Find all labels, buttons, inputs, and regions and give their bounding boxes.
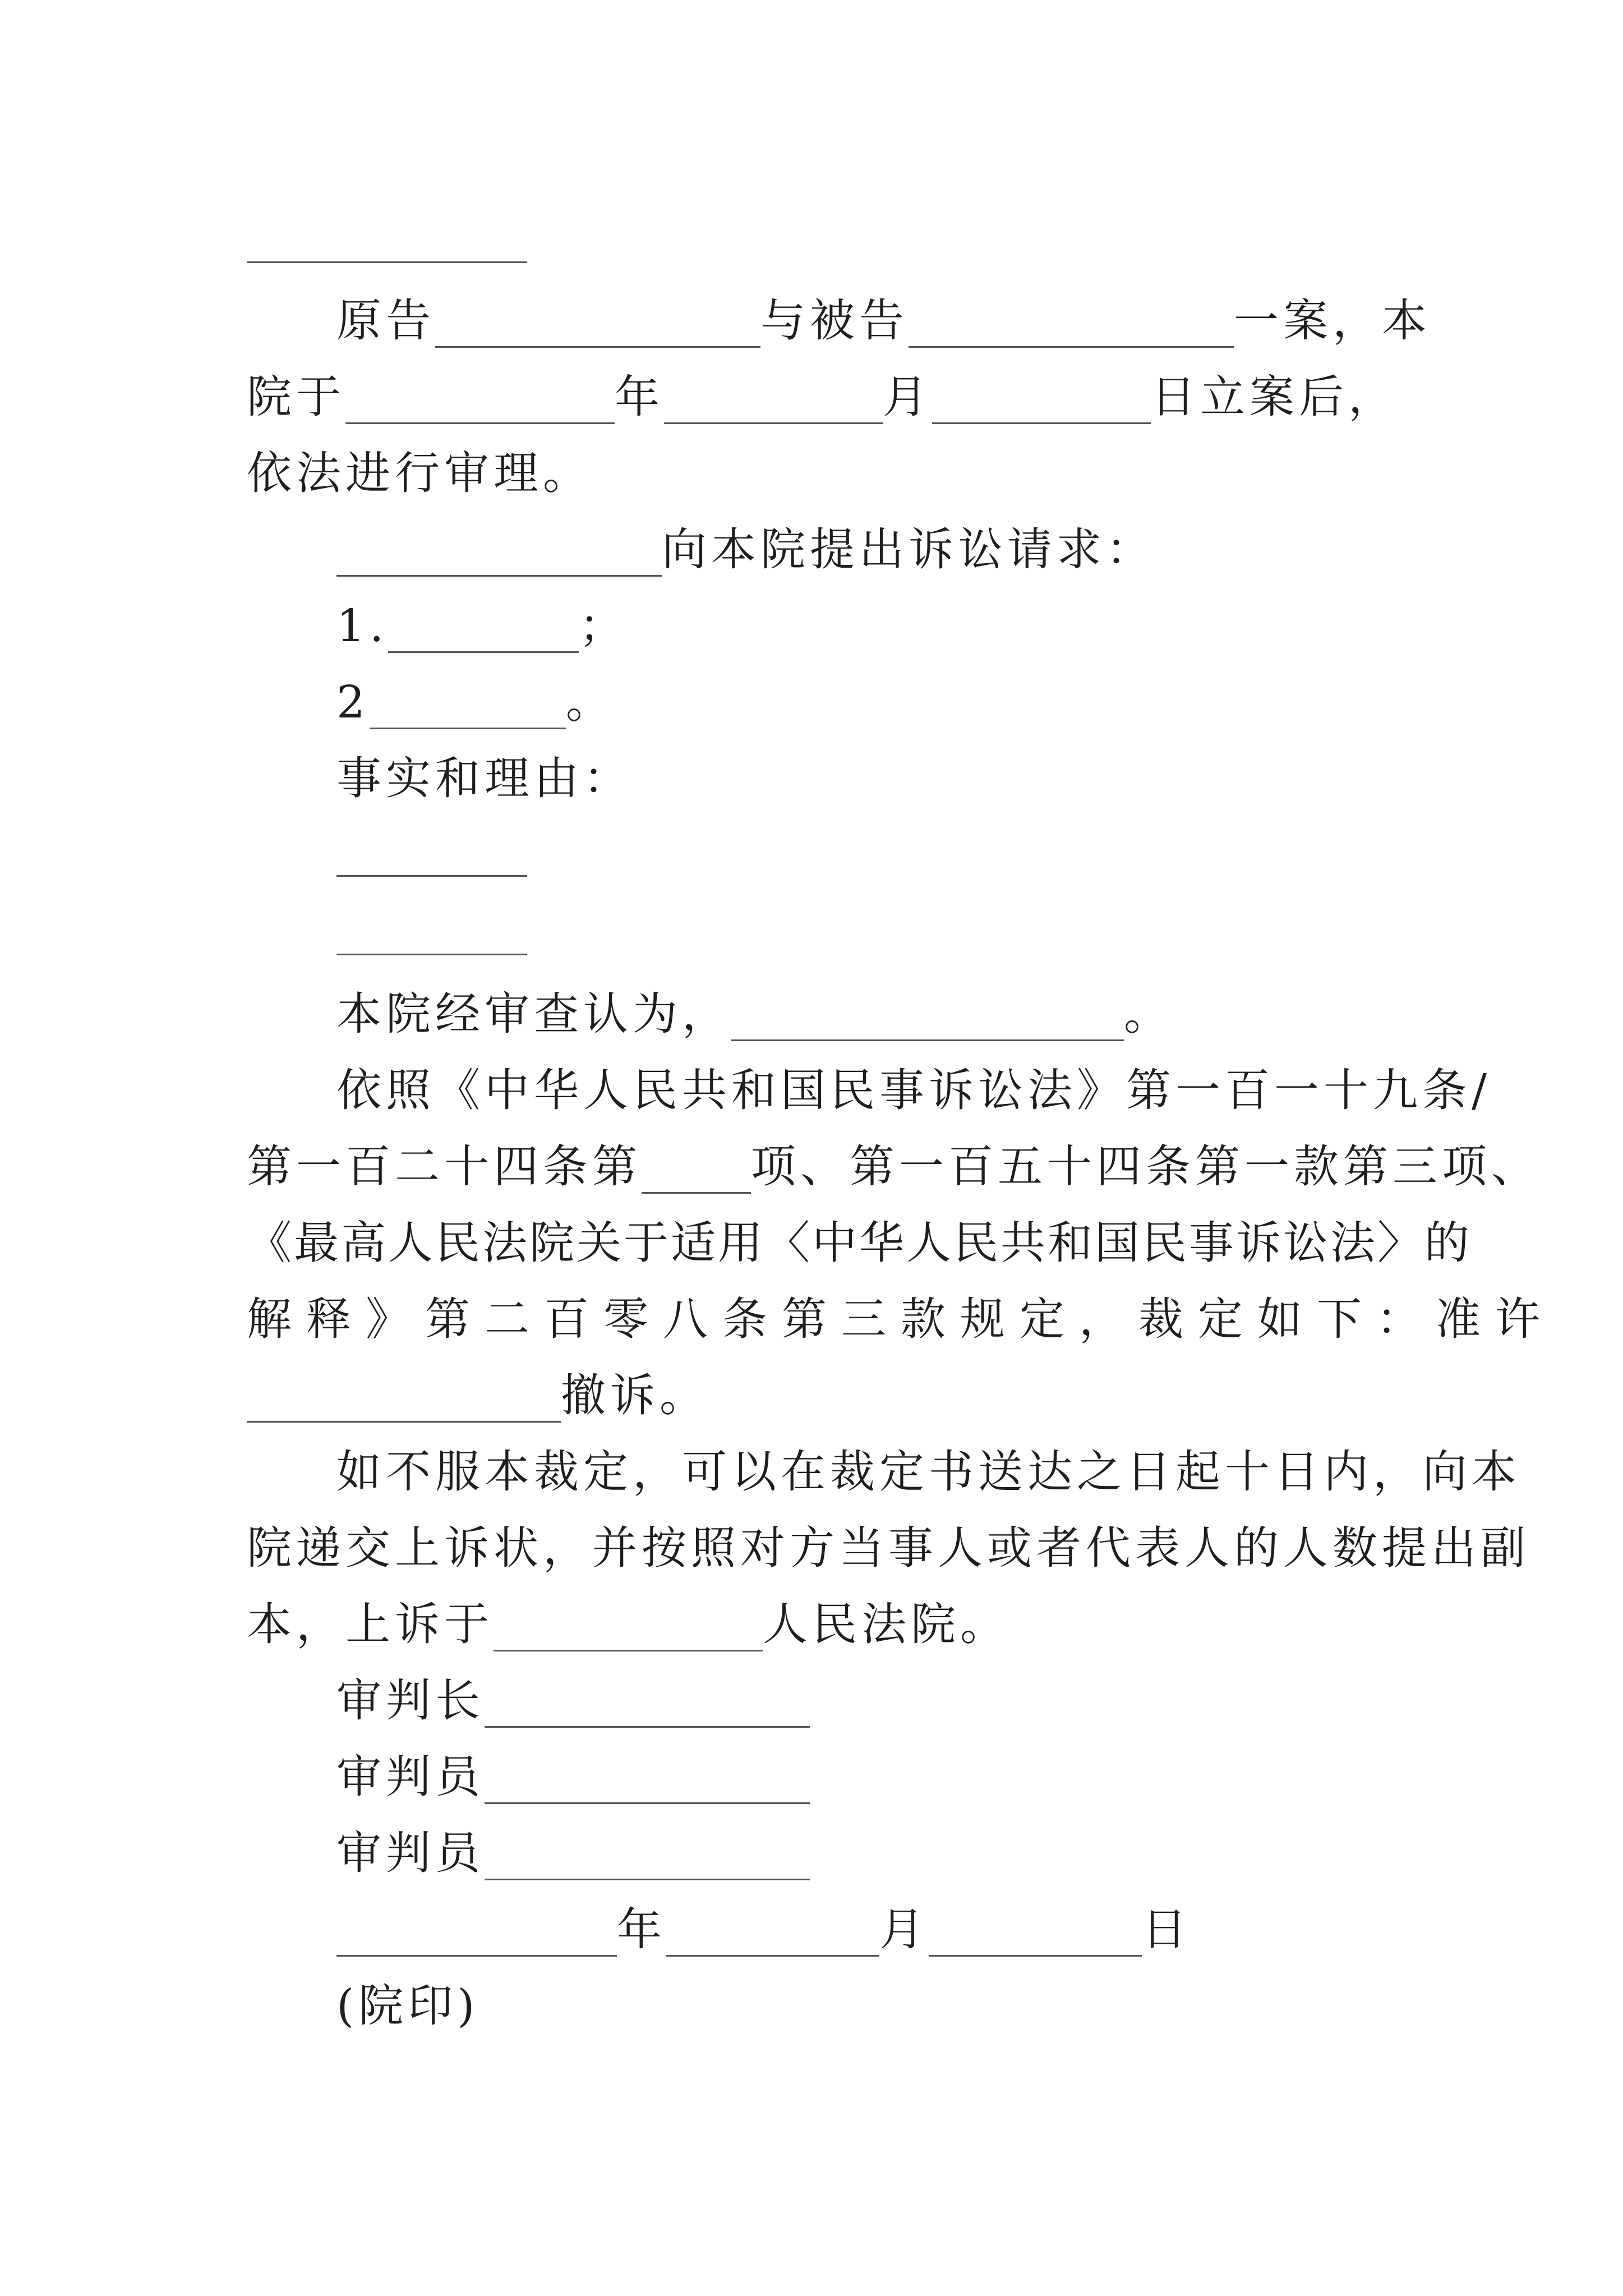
filing-day-blank — [932, 385, 1151, 424]
text-case: 一案，本 — [1234, 295, 1431, 347]
legal-basis-line-1: 依照《中华人民共和国民事诉讼法》第一百一十九条/ — [336, 1064, 1491, 1116]
text-article-rest: 项、第一百五十四条第一款第三项、 — [751, 1140, 1541, 1193]
claim-2-blank — [370, 691, 566, 729]
ruling-year-blank — [336, 1918, 617, 1957]
text-appeal-to: 本，上诉于 — [247, 1598, 494, 1650]
legal-basis-line-4: 解释》第二百零八条第三款规定，裁定如下：准许 — [247, 1293, 1555, 1345]
claim-1-blank — [388, 614, 579, 653]
item-number-blank — [642, 1155, 751, 1194]
defendant-blank — [909, 309, 1234, 348]
filing-year-blank — [345, 385, 615, 424]
claim-2-punct: 。 — [565, 676, 615, 728]
court-seal: (院印) — [336, 1980, 479, 2032]
paragraph-parties-line-2 — [247, 370, 1402, 424]
presiding-judge-blank — [485, 1689, 810, 1728]
filing-month-blank — [664, 385, 883, 424]
judge-1-label: 审判员 — [336, 1751, 485, 1803]
text-ruling-year: 年 — [617, 1903, 666, 1955]
claim-1-number: 1. — [336, 600, 389, 652]
text-year: 年 — [615, 371, 664, 423]
presiding-judge-line — [336, 1674, 1402, 1728]
text-peoples-court: 人民法院。 — [763, 1598, 1009, 1650]
claim-1-punct: ； — [579, 600, 629, 652]
facts-heading: 事实和理由： — [336, 752, 633, 804]
text-withdrawal: 撤诉。 — [561, 1369, 709, 1421]
text-defendant: 与被告 — [760, 295, 909, 347]
plaintiff-blank — [435, 309, 760, 348]
legal-basis-line-2 — [247, 1140, 1541, 1194]
judge-1-line — [336, 1750, 1402, 1804]
text-court-finding: 本院经审查认为， — [336, 988, 731, 1040]
court-finding — [336, 987, 1402, 1041]
text-ruling-day: 日 — [1142, 1903, 1191, 1955]
paragraph-parties-line-3: 依法进行审理。 — [247, 447, 592, 499]
claim-item-1 — [336, 599, 1402, 653]
claimant-blank — [336, 538, 662, 577]
text-claims-intro: 向本院提出诉讼请求： — [662, 523, 1155, 576]
finding-punct: 。 — [1124, 988, 1173, 1040]
judge-2-label: 审判员 — [336, 1827, 485, 1879]
text-plaintiff: 原告 — [336, 295, 435, 347]
claim-item-2 — [336, 675, 1402, 729]
appeal-court-blank — [494, 1613, 763, 1651]
text-article: 第一百二十四条第 — [247, 1140, 642, 1193]
text-ruling-month: 月 — [879, 1903, 929, 1955]
appeal-line-2: 院递交上诉状，并按照对方当事人或者代表人的人数提出副 — [247, 1522, 1530, 1574]
judge-1-blank — [485, 1765, 810, 1804]
header-blank-line — [247, 261, 527, 263]
legal-basis-line-3: 《最高人民法院关于适用〈中华人民共和国民事诉讼法〉的 — [247, 1217, 1472, 1269]
judge-2-blank — [485, 1842, 810, 1880]
text-day-filed: 日立案后， — [1151, 371, 1398, 423]
claim-2-number: 2 — [336, 676, 370, 728]
claims-intro — [336, 523, 1402, 577]
appeal-line-1: 如不服本裁定，可以在裁定书送达之日起十日内，向本 — [336, 1446, 1521, 1498]
facts-blank-line-2 — [336, 954, 527, 955]
text-court-on: 院于 — [247, 371, 345, 423]
ruling-withdrawal — [247, 1369, 1402, 1423]
finding-blank — [731, 1002, 1124, 1041]
ruling-date-line — [336, 1903, 1402, 1957]
appeal-line-3 — [247, 1598, 1402, 1651]
judge-2-line — [336, 1826, 1402, 1880]
text-month: 月 — [883, 371, 932, 423]
ruling-month-blank — [666, 1918, 879, 1957]
paragraph-parties-line-1 — [336, 294, 1431, 348]
presiding-judge-label: 审判长 — [336, 1674, 485, 1727]
withdrawing-party-blank — [247, 1384, 561, 1423]
ruling-day-blank — [929, 1918, 1142, 1957]
facts-blank-line-1 — [336, 875, 527, 877]
